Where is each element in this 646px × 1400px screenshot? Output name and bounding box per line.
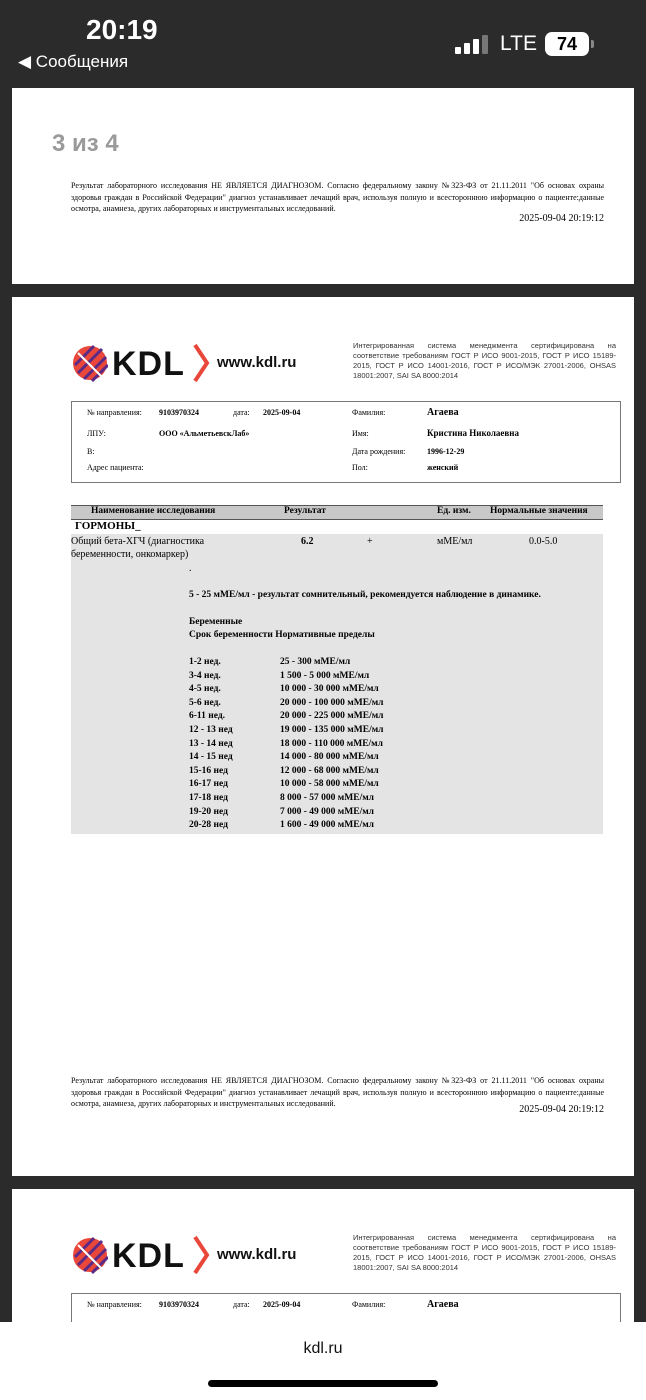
pregnancy-range: 10 000 - 30 000 мМЕ/мл [280, 684, 379, 695]
dot-marker: . [189, 563, 192, 574]
patient-name: Кристина Николаевна [427, 428, 519, 438]
url-domain[interactable]: kdl.ru [303, 1340, 343, 1357]
pregnancy-term: 5-6 нед. [189, 697, 221, 708]
sex-label: Пол: [352, 463, 368, 472]
date-label: дата: [233, 1300, 250, 1309]
lpu-label: ЛПУ: [87, 429, 106, 438]
pregnancy-range: 18 000 - 110 000 мМЕ/мл [280, 738, 383, 749]
col-unit-header: Ед. изм. [437, 506, 471, 516]
test-norm: 0.0-5.0 [529, 536, 558, 547]
kdl-logo-text: KDL [112, 1237, 185, 1275]
patient-surname: Агаева [427, 407, 459, 418]
name-label: Имя: [352, 429, 369, 438]
pregnancy-range: 14 000 - 80 000 мМЕ/мл [280, 752, 379, 763]
results-table-header [71, 505, 603, 520]
back-to-messages-link[interactable]: ◀ Сообщения [18, 52, 129, 71]
kdl-website: www.kdl.ru [217, 354, 297, 371]
col-name-header: Наименование исследования [91, 506, 216, 516]
logo-bracket-icon [192, 1235, 210, 1275]
home-indicator[interactable] [208, 1380, 438, 1387]
print-timestamp: 2025-09-04 20:19:12 [519, 1104, 604, 1115]
kdl-logo-text: KDL [112, 345, 185, 383]
pregnancy-range: 8 000 - 57 000 мМЕ/мл [280, 793, 375, 803]
kdl-logo-mark-icon [72, 1235, 108, 1275]
date-label: дата: [233, 408, 250, 417]
referral-label: № направления: [87, 1300, 142, 1309]
referral-number: 9103970324 [159, 1300, 199, 1309]
pregnancy-term: 4-5 нед. [189, 684, 221, 695]
pregnancy-range: 19 000 - 135 000 мМЕ/мл [280, 725, 384, 735]
kdl-logo [72, 343, 302, 383]
patient-surname: Агаева [427, 1299, 459, 1310]
pregnancy-term: 6-11 нед. [189, 711, 226, 722]
battery-cap [591, 40, 594, 48]
document-page [12, 1189, 634, 1329]
browser-url-bar[interactable] [0, 1322, 646, 1400]
battery-icon: 74 [545, 32, 589, 56]
pregnancy-term: 15-16 нед [189, 765, 228, 776]
surname-label: Фамилия: [352, 408, 386, 417]
pregnant-title: Беременные [189, 617, 243, 627]
print-timestamp: 2025-09-04 20:19:12 [519, 213, 604, 224]
test-unit: мМЕ/мл [437, 536, 473, 547]
pregnancy-range: 20 000 - 100 000 мМЕ/мл [280, 697, 384, 708]
referral-date: 2025-09-04 [263, 408, 301, 417]
referral-number: 9103970324 [159, 408, 199, 417]
certification-text: Интегрированная система менеджмента сертифицирована на соответствие требованиям ГОСТ Р ИСО 9001-2015, ГОСТ Р ИСО 15189-2015, ГОСТ Р ИСО 14001-2016, ГОСТ Р ИСО/МЭК 27001-2006, OHSAS 18001:2007, SAI SA 8000:2014 [353, 1233, 616, 1272]
patient-sex: женский [427, 463, 459, 472]
disclaimer-text: Результат лабораторного исследования НЕ ЯВЛЯЕТСЯ ДИАГНОЗОМ. Согласно федеральному закону №323-ФЗ от 21.11.2011 "Об основах охраны здоровья граждан в Российской Федерации" диагноз устанавливает лечащий врач, используя полную и всестороннюю информацию о пациенте:данные осмотра, анамнеза, других лабораторных и инструментальных исследований. [71, 1076, 604, 1108]
pregnancy-range: 25 - 300 мМЕ/мл [280, 657, 351, 667]
clock: 20:19 [86, 14, 158, 45]
kdl-logo [72, 1235, 302, 1275]
pregnancy-term: 1-2 нед. [189, 657, 221, 667]
pregnancy-term: 20-28 нед [189, 820, 228, 831]
test-result: 6.2 [301, 536, 314, 547]
result-comment: 5 - 25 мМЕ/мл - результат сомнительный, рекомендуется наблюдение в динамике. [189, 590, 541, 600]
network-type: LTE [500, 32, 537, 55]
pregnancy-range: 20 000 - 225 000 мМЕ/мл [280, 711, 384, 722]
section-title: ГОРМОНЫ_ [75, 520, 141, 532]
logo-bracket-icon [192, 343, 210, 383]
referral-date: 2025-09-04 [263, 1300, 301, 1309]
dob-label: Дата рождения: [352, 447, 406, 456]
pregnancy-term: 12 - 13 нед [189, 725, 233, 735]
referral-label: № направления: [87, 408, 142, 417]
col-norm-header: Нормальные значения [490, 506, 588, 516]
document-page [12, 88, 634, 284]
pregnant-header: Срок беременности Нормативные пределы [189, 630, 375, 640]
col-result-header: Результат [284, 506, 326, 516]
kdl-logo-mark-icon [72, 343, 108, 383]
pregnancy-range: 12 000 - 68 000 мМЕ/мл [280, 765, 379, 776]
pregnancy-term: 19-20 нед [189, 806, 228, 817]
address-label: Адрес пациента: [87, 463, 144, 472]
pregnancy-term: 14 - 15 нед [189, 752, 233, 763]
test-flag: + [367, 536, 373, 547]
pregnancy-range: 7 000 - 49 000 мМЕ/мл [280, 806, 375, 817]
pregnancy-term: 16-17 нед [189, 779, 228, 790]
status-bar [0, 0, 646, 88]
lpu-value: ООО «АльметьевскЛаб» [159, 429, 250, 438]
surname-label: Фамилия: [352, 1300, 386, 1309]
page-indicator: 3 из 4 [52, 130, 119, 157]
patient-info-box [71, 401, 621, 483]
pregnancy-term: 3-4 нед. [189, 670, 221, 681]
patient-dob: 1996-12-29 [427, 447, 465, 456]
pregnancy-range: 10 000 - 58 000 мМЕ/мл [280, 779, 379, 790]
pregnancy-term: 13 - 14 нед [189, 738, 233, 749]
pregnancy-range: 1 600 - 49 000 мМЕ/мл [280, 820, 375, 831]
pregnancy-term: 17-18 нед [189, 793, 228, 803]
kdl-website: www.kdl.ru [217, 1246, 297, 1263]
signal-strength-icon [455, 34, 491, 54]
document-page [12, 297, 634, 1176]
certification-text: Интегрированная система менеджмента сертифицирована на соответствие требованиям ГОСТ Р ИСО 9001-2015, ГОСТ Р ИСО 15189-2015, ГОСТ Р ИСО 14001-2016, ГОСТ Р ИСО/МЭК 27001-2006, OHSAS 18001:2007, SAI SA 8000:2014 [353, 341, 616, 380]
test-name: Общий бета-ХГЧ (диагностика беременности, онкомаркер) [71, 536, 205, 560]
pregnancy-range: 1 500 - 5 000 мМЕ/мл [280, 670, 370, 681]
v-label: В: [87, 447, 95, 456]
disclaimer-text: Результат лабораторного исследования НЕ ЯВЛЯЕТСЯ ДИАГНОЗОМ. Согласно федеральному закону №323-ФЗ от 21.11.2011 "Об основах охраны здоровья граждан в Российской Федерации" диагноз устанавливает лечащий врач, используя полную и всестороннюю информацию о пациенте:данные осмотра, анамнеза, других лабораторных и инструментальных исследований. [71, 181, 604, 213]
